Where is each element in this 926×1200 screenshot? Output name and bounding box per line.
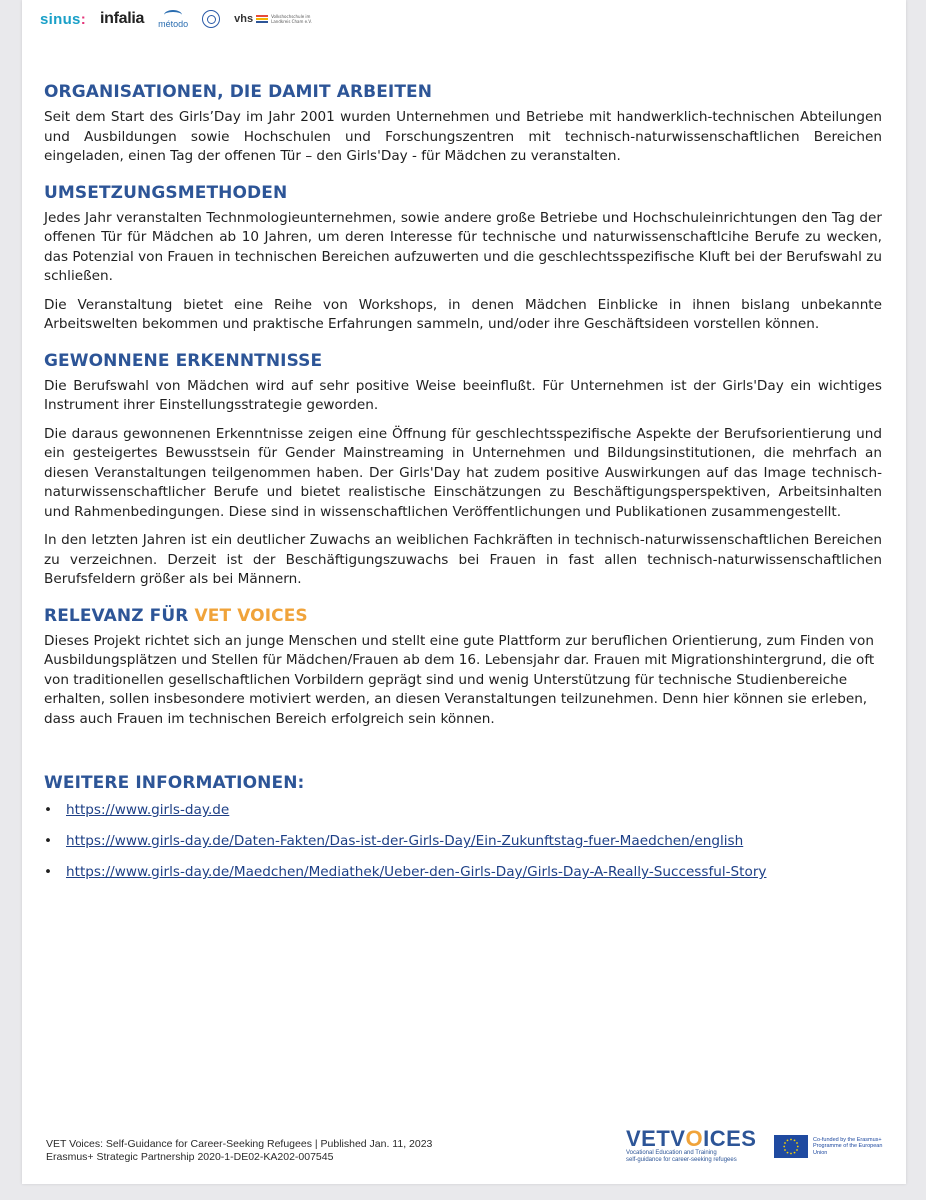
paragraph: In den letzten Jahren ist ein deutlicher Zuwachs an weiblichen Fachkräften in technisch-naturwissenschaftlichen Bereichen zu verzeichnen. Derzeit ist der Beschäftigungszuwachs bei Frauen in fast allen technisch-naturwissenschaftlichen Berufsfeldern größer als bei Männern.	[44, 532, 882, 587]
paragraph: Jedes Jahr veranstalten Technmologieunternehmen, sowie andere große Betriebe und Hochschuleinrichtungen den Tag der offenen Tür für Mädchen ab 10 Jahren, um deren Interesse für technische und naturwissenschaftlcihe Berufe zu wecken, das Potenzial von Frauen in technischen Bereichen aufzuwerten und die geschlechtsspezifische Kluft bei der Berufswahl zu schließen.	[44, 209, 882, 284]
paragraph: Die Berufswahl von Mädchen wird auf sehr positive Weise beeinflußt. Für Unternehmen ist der Girls'Day ein wichtiges Instrument ihrer Einstellungsstrategie geworden.	[44, 377, 882, 413]
paragraph: Die Veranstaltung bietet eine Reihe von Workshops, in denen Mädchen Einblicke in ihnen bislang unbekannte Arbeitswelten bekommen und praktische Erfahrungen sammeln, und/oder ihre Geschäftsideen vorstellen können.	[44, 296, 882, 332]
vet-voices-accent: VET VOICES	[194, 605, 308, 626]
main-content	[44, 82, 882, 898]
section-relevance	[44, 606, 882, 730]
section-organisations	[44, 82, 882, 167]
seal-logo-icon	[202, 10, 220, 28]
link-girls-day-english[interactable]: https://www.girls-day.de/Daten-Fakten/Das-ist-der-Girls-Day/Ein-Zukunftstag-fuer-Maedchen/english	[66, 833, 744, 849]
sinus-logo: sinus:	[40, 10, 86, 28]
vet-voices-logo: VETVOICES Vocational Education and Training self-guidance for career-seeking refugees	[626, 1126, 757, 1163]
vhs-logo: vhs Volkshochschule im Landkreis Cham e.V.	[234, 13, 312, 25]
link-girls-day[interactable]: https://www.girls-day.de	[66, 802, 230, 818]
paragraph: Die daraus gewonnenen Erkenntnisse zeigen eine Öffnung für geschlechtsspezifische Aspekte der Berufsorientierung und ein gesteigertes Bewusstsein für Gender Mainstreaming in Unternehmen und Bildungsinstitutionen, die mehrfach an diesen Veranstaltungen teilgenommen haben. Der Girls'Day hat zudem positive Auswirkungen auf das Image technisch-naturwissenschaftlicher Berufe und bietet realistische Einschätzungen zu Beschäftigungsperspektiven, Arbeitsinhalten und Rahmenbedingungen. Diese sind in wissenschaftlichen Veröffentlichungen und Publikationen zusammengestellt.	[44, 425, 882, 520]
section-insights	[44, 351, 882, 590]
document-page	[22, 0, 906, 1184]
link-list	[44, 801, 882, 882]
section-heading: UMSETZUNGSMETHODEN	[44, 182, 288, 203]
section-heading: GEWONNENE ERKENNTNISSE	[44, 350, 323, 371]
section-methods	[44, 183, 882, 335]
footer-text	[46, 1138, 432, 1164]
eu-cofunded-text: Co-funded by the Erasmus+ Programme of the European Union	[813, 1136, 883, 1156]
section-more-info	[44, 773, 882, 882]
metodo-logo: método	[158, 10, 188, 28]
footer-line-1: VET Voices: Self-Guidance for Career-Seeking Refugees | Published Jan. 11, 2023	[46, 1138, 433, 1150]
section-heading: RELEVANZ FÜR VET VOICES	[44, 605, 308, 626]
paragraph: Seit dem Start des Girls’Day im Jahr 2001 wurden Unternehmen und Betriebe mit handwerklich-technischen Abteilungen und Ausbildungen sowie Hochschulen und Forschungszentren mit technisch-naturwissenschaftlichen Bereichen eingeladen, einen Tag der offenen Tür – den Girls'Day - für Mädchen zu veranstalten.	[44, 109, 882, 164]
list-item	[44, 801, 882, 820]
eu-cofunded-logo	[774, 1135, 887, 1158]
link-girls-day-story[interactable]: https://www.girls-day.de/Maedchen/Mediathek/Ueber-den-Girls-Day/Girls-Day-A-Really-Successful-Story	[66, 864, 767, 880]
list-item	[44, 832, 882, 851]
list-item	[44, 863, 882, 882]
partner-logos	[40, 8, 315, 30]
eu-flag-icon	[774, 1135, 808, 1158]
section-heading: WEITERE INFORMATIONEN:	[44, 773, 305, 793]
section-heading: ORGANISATIONEN, DIE DAMIT ARBEITEN	[44, 82, 433, 102]
footer-line-2: Erasmus+ Strategic Partnership 2020-1-DE02-KA202-007545	[46, 1151, 334, 1163]
infalia-logo: infalia	[99, 10, 145, 27]
paragraph: Dieses Projekt richtet sich an junge Menschen und stellt eine gute Plattform zur beruflichen Orientierung, zum Finden von Ausbildungsplätzen und Stellen für Mädchen/Frauen ab dem 16. Lebensjahr dar. Frauen mit Migrationshintergrund, die oft von traditionellen gesellschaftlichen Vorbildern geprägt sind und wenig Unterstützung für technische Studienbereiche erhalten, sollen insbesondere motiviert werden, an diesen Veranstaltungen teilzunehmen. Denn hier können sie erleben, dass auch Frauen im technischen Bereich erfolgreich sein können.	[44, 632, 875, 727]
